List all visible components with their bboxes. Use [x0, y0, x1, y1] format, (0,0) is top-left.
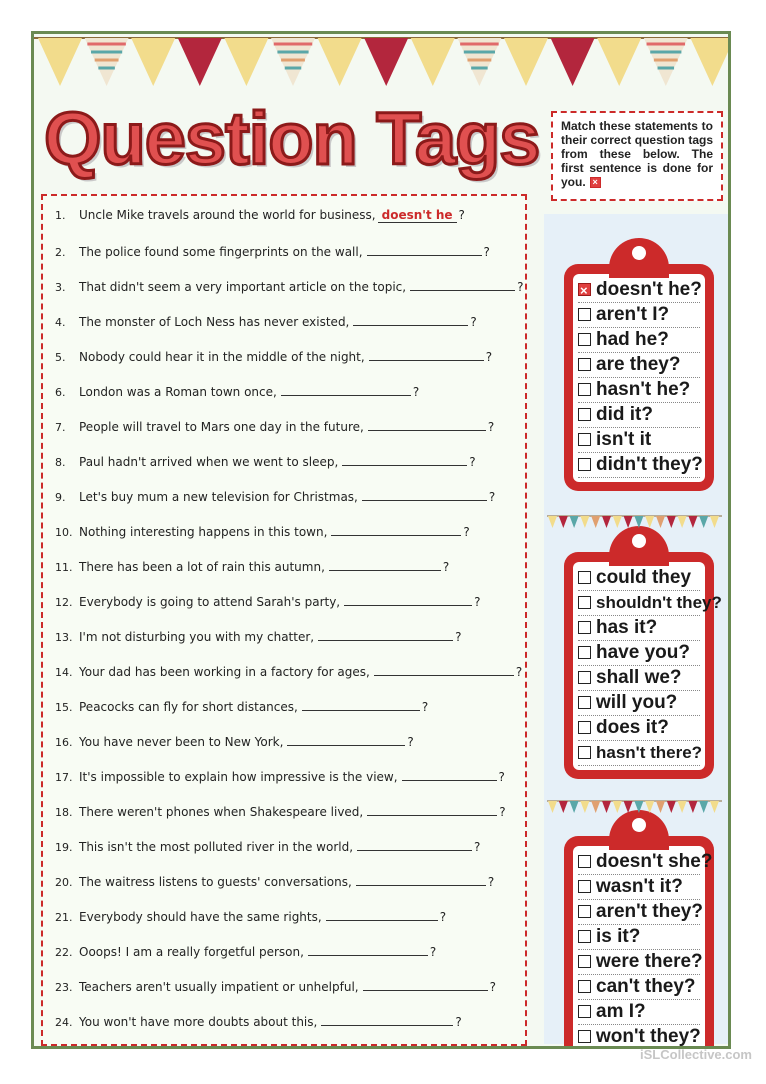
question-number: 4. — [55, 316, 66, 329]
question-number: 11. — [55, 561, 73, 574]
question-row — [55, 488, 495, 504]
question-number: 17. — [55, 771, 73, 784]
question-text: Nobody could hear it in the middle of the night, — [79, 350, 365, 364]
answer-blank[interactable] — [362, 488, 487, 501]
checkbox-icon[interactable] — [578, 880, 591, 893]
question-text: Teachers aren't usually impatient or unhelpful, — [79, 980, 359, 994]
tag-option-label: hasn't there? — [596, 743, 703, 762]
question-row — [55, 698, 428, 714]
answer-blank[interactable] — [302, 698, 420, 711]
tag-option[interactable] — [578, 328, 700, 353]
tag-card — [564, 264, 714, 491]
tag-option-label: could they — [596, 567, 692, 588]
tag-card — [564, 552, 722, 779]
question-mark: ? — [485, 350, 493, 364]
question-text: The waitress listens to guests' conversations, — [79, 875, 352, 889]
question-number: 7. — [55, 421, 66, 434]
bunting-flag — [690, 38, 731, 86]
question-row — [55, 803, 506, 819]
bunting-flag — [597, 38, 641, 86]
tag-option-label: am I? — [596, 1001, 646, 1022]
instructions-text: Match these statements to their correct question tags from these below. The first sentence is done for you. — [561, 119, 713, 189]
question-mark: ? — [421, 700, 429, 714]
answer-blank[interactable] — [363, 978, 488, 991]
checkbox-icon[interactable] — [578, 930, 591, 943]
question-mark: ? — [489, 980, 496, 994]
bunting-flag — [551, 38, 595, 86]
bunting-decoration — [34, 34, 731, 94]
question-row — [55, 1013, 462, 1029]
question-number: 8. — [55, 456, 66, 469]
tag-option[interactable] — [578, 591, 722, 616]
question-mark: ? — [474, 840, 481, 854]
question-number: 10. — [55, 526, 73, 539]
tag-option[interactable] — [578, 716, 700, 741]
checkbox-icon[interactable] — [578, 571, 591, 584]
answer-blank[interactable] — [318, 628, 453, 641]
question-mark: ? — [439, 910, 447, 924]
tag-option[interactable] — [578, 428, 700, 453]
question-mark: ? — [470, 315, 477, 329]
checkbox-icon[interactable] — [578, 646, 591, 659]
tag-option-label: hasn't he? — [596, 379, 691, 400]
question-text: I'm not disturbing you with my chatter, — [79, 630, 315, 644]
bunting-flag — [38, 38, 82, 86]
question-row — [55, 278, 523, 294]
bunting-flag — [224, 38, 268, 86]
question-text: Everybody should have the same rights, — [79, 910, 322, 924]
checkbox-icon[interactable] — [578, 333, 591, 346]
question-number: 23. — [55, 981, 73, 994]
tag-option[interactable] — [578, 741, 703, 766]
tag-option[interactable] — [578, 850, 713, 875]
tag-option-label: have you? — [596, 642, 690, 663]
question-mark: ? — [407, 735, 414, 749]
tag-option[interactable] — [578, 925, 700, 950]
answer-blank[interactable] — [287, 733, 405, 746]
tag-option[interactable] — [578, 278, 700, 303]
question-mark: ? — [498, 770, 505, 784]
tag-hole — [609, 238, 669, 278]
question-row — [55, 978, 496, 994]
tag-option-label: will you? — [596, 692, 678, 713]
worksheet — [31, 31, 731, 1049]
tag-option[interactable] — [578, 641, 700, 666]
question-mark: ? — [455, 630, 462, 644]
bunting-flag — [318, 38, 362, 86]
tag-hole — [609, 526, 669, 566]
checkbox-icon[interactable] — [578, 621, 591, 634]
question-number: 24. — [55, 1016, 73, 1029]
tag-option-label: aren't I? — [596, 304, 670, 325]
question-number: 19. — [55, 841, 73, 854]
question-mark: ? — [487, 875, 495, 889]
question-number: 20. — [55, 876, 73, 889]
tag-option[interactable] — [578, 303, 700, 328]
question-mark: ? — [442, 560, 450, 574]
question-mark: ? — [458, 208, 465, 222]
question-number: 18. — [55, 806, 73, 819]
bunting-flag — [131, 38, 175, 86]
question-number: 6. — [55, 386, 66, 399]
question-text: Nothing interesting happens in this town, — [79, 525, 328, 539]
tag-option-label: does it? — [596, 717, 669, 738]
question-mark: ? — [517, 280, 524, 294]
tag-option-label: are they? — [596, 354, 681, 375]
tag-option-label: had he? — [596, 329, 669, 350]
instructions-box — [551, 111, 723, 201]
question-number: 12. — [55, 596, 73, 609]
question-text: You have never been to New York, — [79, 735, 284, 749]
answer-blank[interactable] — [368, 418, 486, 431]
bunting-flag — [504, 38, 548, 86]
answer-blank[interactable] — [367, 803, 497, 816]
tag-option-label: didn't they? — [596, 454, 703, 475]
answer-blank[interactable] — [329, 558, 441, 571]
question-mark: ? — [499, 805, 506, 819]
checkbox-icon[interactable] — [578, 358, 591, 371]
checkbox-icon[interactable] — [578, 696, 591, 709]
answer-blank[interactable] — [367, 243, 482, 256]
answer-blank[interactable] — [402, 768, 497, 781]
bunting-flag — [411, 38, 455, 86]
question-number: 21. — [55, 911, 73, 924]
bunting-flag — [364, 38, 408, 86]
tag-option-label: shouldn't they? — [596, 593, 722, 612]
question-text: The monster of Loch Ness has never existed, — [79, 315, 350, 329]
question-row — [55, 348, 492, 364]
tag-option[interactable] — [578, 1000, 700, 1025]
tag-option[interactable] — [578, 403, 700, 428]
checkbox-icon[interactable] — [578, 746, 591, 759]
question-mark: ? — [474, 595, 481, 609]
tag-option-label: aren't they? — [596, 901, 703, 922]
tag-option[interactable] — [578, 900, 703, 925]
mini-bunting-decoration — [547, 514, 722, 530]
question-text: This isn't the most polluted river in the world, — [79, 840, 354, 854]
tag-option-label: wasn't it? — [596, 876, 683, 897]
tag-option[interactable] — [578, 875, 700, 900]
question-mark: ? — [463, 525, 470, 539]
tag-card — [564, 836, 714, 1049]
question-number: 22. — [55, 946, 73, 959]
tag-option[interactable] — [578, 1025, 700, 1049]
checkbox-icon[interactable] — [578, 905, 591, 918]
answer-blank[interactable] — [344, 593, 472, 606]
checkbox-icon[interactable] — [578, 1030, 591, 1043]
tag-options — [573, 562, 722, 770]
tag-option[interactable] — [578, 353, 700, 378]
tag-option-label: isn't it — [596, 429, 652, 450]
question-text: Let's buy mum a new television for Christmas, — [79, 490, 358, 504]
question-mark: ? — [515, 665, 523, 679]
checkbox-icon[interactable] — [578, 383, 591, 396]
question-row — [55, 733, 414, 749]
question-row — [55, 383, 419, 399]
question-mark: ? — [488, 490, 496, 504]
tag-option-label: won't they? — [596, 1026, 701, 1047]
tag-option[interactable] — [578, 378, 700, 403]
tag-option-label: did it? — [596, 404, 653, 425]
question-mark: ? — [429, 945, 437, 959]
checkbox-icon[interactable] — [578, 855, 591, 868]
tag-option-label: doesn't she? — [596, 851, 713, 872]
question-row — [55, 873, 494, 889]
tag-options — [573, 274, 705, 482]
checkbox-icon[interactable] — [578, 1005, 591, 1018]
tag-option-label: shall we? — [596, 667, 682, 688]
question-text: There has been a lot of rain this autumn, — [79, 560, 325, 574]
question-row — [55, 208, 465, 223]
question-row — [55, 523, 470, 539]
answer-blank[interactable] — [356, 873, 486, 886]
answer-blank[interactable] — [369, 348, 484, 361]
checkbox-icon[interactable] — [578, 458, 591, 471]
question-text: Everybody is going to attend Sarah's party, — [79, 595, 341, 609]
checked-checkbox-icon[interactable] — [578, 283, 591, 296]
checkbox-icon[interactable] — [578, 408, 591, 421]
tag-options — [573, 846, 713, 1049]
checkbox-icon[interactable] — [578, 721, 591, 734]
question-number: 9. — [55, 491, 66, 504]
question-row — [55, 663, 522, 679]
answer-blank[interactable] — [410, 278, 515, 291]
question-number: 1. — [55, 209, 66, 222]
tag-option[interactable] — [578, 666, 700, 691]
question-row — [55, 593, 481, 609]
mini-bunting-decoration — [547, 799, 722, 815]
tag-option[interactable] — [578, 616, 700, 641]
answer-blank[interactable] — [321, 1013, 453, 1026]
question-mark: ? — [483, 245, 490, 259]
bunting-flag — [178, 38, 222, 86]
question-number: 14. — [55, 666, 73, 679]
tag-option-label: were there? — [596, 951, 703, 972]
question-text: You won't have more doubts about this, — [79, 1015, 318, 1029]
checkbox-icon[interactable] — [578, 980, 591, 993]
tags-panel — [544, 214, 729, 1047]
answer-blank[interactable] — [308, 943, 428, 956]
watermark: iSLCollective.com — [640, 1047, 752, 1062]
question-row — [55, 943, 436, 959]
tag-option-label: doesn't he? — [596, 279, 702, 300]
answer-blank[interactable] — [342, 453, 467, 466]
question-mark: ? — [469, 455, 476, 469]
answer-blank[interactable] — [353, 313, 468, 326]
question-text: Ooops! I am a really forgetful person, — [79, 945, 304, 959]
answer-blank[interactable] — [357, 838, 472, 851]
question-row — [55, 418, 494, 434]
answer-blank[interactable] — [331, 523, 461, 536]
question-text: People will travel to Mars one day in the future, — [79, 420, 364, 434]
answer-example: doesn't he — [378, 208, 457, 223]
question-row — [55, 453, 476, 469]
question-text: Your dad has been working in a factory for ages, — [79, 665, 370, 679]
question-row — [55, 838, 480, 854]
tag-option[interactable] — [578, 566, 700, 591]
question-text: London was a Roman town once, — [79, 385, 277, 399]
tag-option[interactable] — [578, 975, 700, 1000]
question-row — [55, 628, 461, 644]
question-row — [55, 768, 505, 784]
question-number: 2. — [55, 246, 66, 259]
tag-option-label: is it? — [596, 926, 641, 947]
question-mark: ? — [487, 420, 495, 434]
question-number: 13. — [55, 631, 73, 644]
question-text: It's impossible to explain how impressive is the view, — [79, 770, 398, 784]
question-text: Uncle Mike travels around the world for business, — [79, 208, 376, 222]
checkbox-icon[interactable] — [578, 596, 591, 609]
tag-option[interactable] — [578, 691, 700, 716]
checkbox-icon[interactable] — [578, 955, 591, 968]
question-mark: ? — [412, 385, 420, 399]
question-number: 15. — [55, 701, 73, 714]
tag-hole — [609, 810, 669, 850]
tag-option-label: can't they? — [596, 976, 696, 997]
question-text: Paul hadn't arrived when we went to sleep, — [79, 455, 339, 469]
question-number: 5. — [55, 351, 66, 364]
answer-blank[interactable] — [326, 908, 438, 921]
question-text: There weren't phones when Shakespeare lived, — [79, 805, 364, 819]
question-number: 3. — [55, 281, 66, 294]
checkbox-icon[interactable] — [578, 308, 591, 321]
tag-option-label: has it? — [596, 617, 658, 638]
question-row — [55, 243, 490, 259]
page-title: Question Tags — [44, 97, 540, 180]
checkbox-icon[interactable] — [578, 433, 591, 446]
question-text: Peacocks can fly for short distances, — [79, 700, 298, 714]
checkbox-icon[interactable] — [578, 671, 591, 684]
question-row — [55, 313, 477, 329]
question-row — [55, 558, 449, 574]
answer-blank[interactable] — [281, 383, 411, 396]
questions-panel — [41, 194, 527, 1046]
question-text: That didn't seem a very important article on the topic, — [79, 280, 407, 294]
checked-example-icon: × — [590, 177, 601, 188]
question-text: The police found some fingerprints on the wall, — [79, 245, 363, 259]
tag-option[interactable] — [578, 950, 703, 975]
tag-option[interactable] — [578, 453, 703, 478]
question-number: 16. — [55, 736, 73, 749]
question-row — [55, 908, 446, 924]
answer-blank[interactable] — [374, 663, 514, 676]
question-mark: ? — [455, 1015, 462, 1029]
